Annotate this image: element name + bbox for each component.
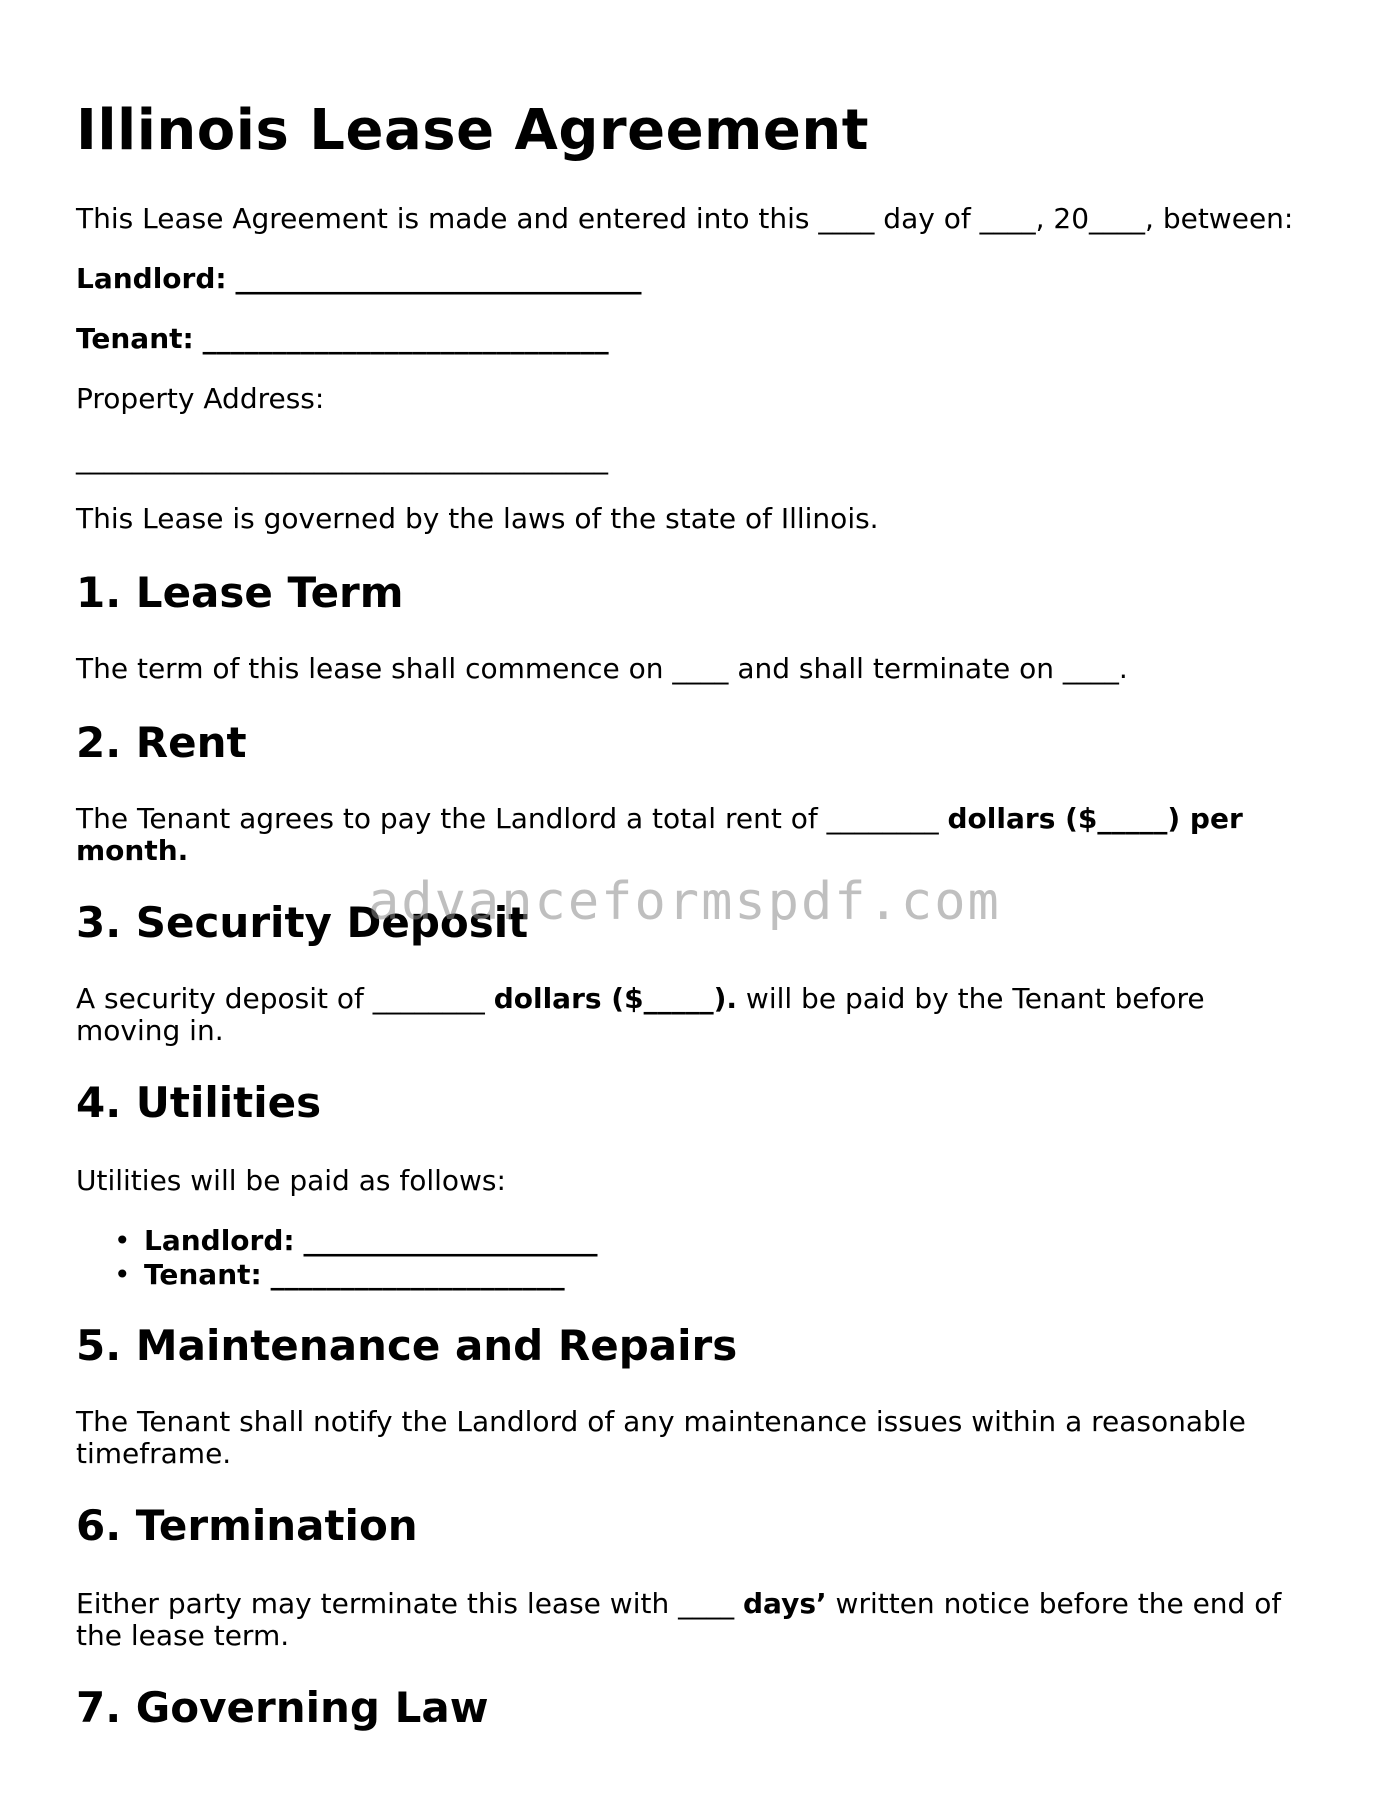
deposit-text: A security deposit of ________: [76, 982, 494, 1015]
section-heading-termination: 6. Termination: [76, 1501, 418, 1550]
list-item: [76, 1259, 1316, 1293]
governed-paragraph: This Lease is governed by the laws of the state of Illinois.: [76, 502, 879, 535]
property-address-label: Property Address:: [76, 382, 325, 415]
utilities-tenant-blank: _____________________: [270, 1258, 565, 1291]
termination-paragraph: [76, 1588, 1316, 1652]
utilities-paragraph: Utilities will be paid as follows:: [76, 1164, 506, 1197]
section-heading-lease-term: 1. Lease Term: [76, 568, 404, 617]
intro-paragraph: This Lease Agreement is made and entered into this ____ day of ____, 20____, between:: [76, 202, 1294, 235]
section-heading-security-deposit: 3. Security Deposit: [76, 898, 529, 947]
deposit-text-end: will be paid by the Tenant before moving in.: [76, 982, 1205, 1047]
rent-paragraph: [76, 803, 1316, 867]
deposit-bold: dollars ($_____).: [493, 982, 738, 1015]
bullet-icon: •: [114, 1224, 131, 1257]
section-heading-governing-law: 7. Governing Law: [76, 1683, 489, 1732]
tenant-blank: _____________________________: [202, 322, 609, 355]
deposit-paragraph: [76, 983, 1316, 1047]
tenant-label: Tenant:: [76, 322, 194, 355]
document-title: Illinois Lease Agreement: [76, 98, 870, 163]
rent-text: The Tenant agrees to pay the Landlord a total rent of ________: [76, 802, 948, 835]
bullet-icon: •: [114, 1258, 131, 1291]
landlord-blank: _____________________________: [235, 262, 642, 295]
property-address-blank: ______________________________________: [76, 442, 608, 475]
termination-text: Either party may terminate this lease with ____: [76, 1587, 743, 1620]
landlord-label: Landlord:: [76, 262, 227, 295]
termination-text-end: written notice before the end of the lease term.: [76, 1587, 1282, 1652]
section-heading-rent: 2. Rent: [76, 718, 247, 767]
landlord-line: [76, 263, 1316, 295]
utilities-list: [76, 1225, 1316, 1293]
list-item: [76, 1225, 1316, 1259]
tenant-line: [76, 323, 1316, 355]
utilities-landlord-blank: _____________________: [303, 1224, 598, 1257]
rent-bold: dollars ($_____) per month.: [76, 802, 1243, 867]
section-heading-maintenance: 5. Maintenance and Repairs: [76, 1321, 738, 1370]
maintenance-paragraph: The Tenant shall notify the Landlord of any maintenance issues within a reasonable timeframe.: [76, 1405, 1246, 1470]
section-heading-utilities: 4. Utilities: [76, 1078, 322, 1127]
utilities-tenant-label: Tenant:: [144, 1258, 262, 1291]
watermark: advanceformspdf.com: [368, 872, 1001, 932]
lease-term-paragraph: The term of this lease shall commence on ____ and shall terminate on ____.: [76, 652, 1128, 685]
utilities-landlord-label: Landlord:: [144, 1224, 295, 1257]
termination-bold: days’: [743, 1587, 827, 1620]
